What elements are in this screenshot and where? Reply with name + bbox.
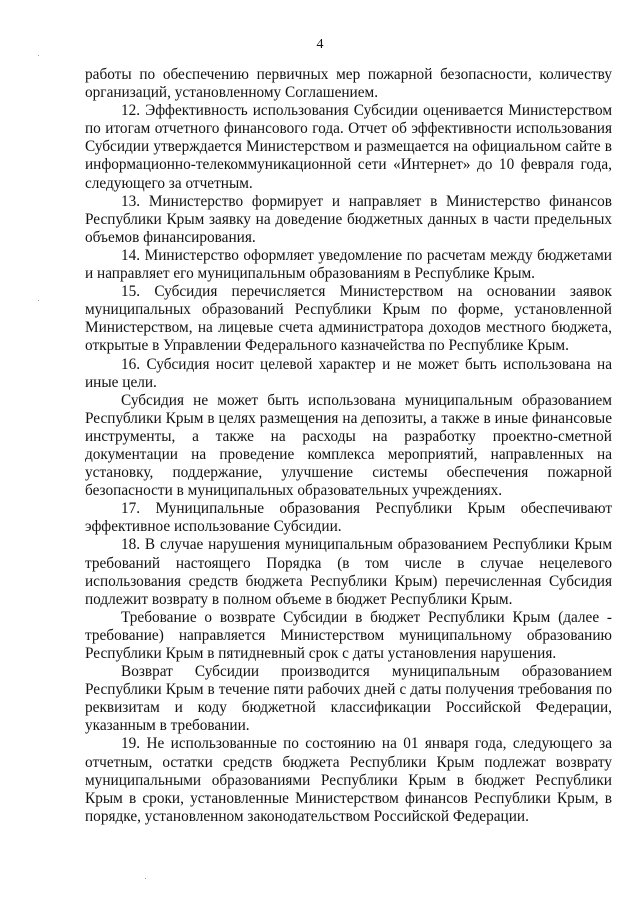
paragraph-16: 16. Субсидия носит целевой характер и не может быть использована на иные цели.	[85, 355, 612, 391]
paragraph-17: 17. Муниципальные образования Республики Крым обеспечивают эффективное использование Субсидии.	[85, 500, 612, 536]
page-number: 4	[316, 37, 324, 52]
paragraph-13: 13. Министерство формирует и направляет в Министерство финансов Республики Крым заявку на доведение бюджетных данных в части предельных объемов финансирования.	[85, 192, 612, 246]
scan-margin-mark	[38, 55, 39, 56]
scan-margin-mark	[145, 878, 146, 879]
paragraph-18: 18. В случае нарушения муниципальным образованием Республики Крым требований настоящего Порядка (в том числе в случае нецелевого использования средств бюджета Республики Крым) перечисленная Субсидия подлежит возврату в полном объеме в бюджет Республики Крым.	[85, 536, 612, 608]
scan-margin-mark	[38, 300, 39, 301]
paragraph-12: 12. Эффективность использования Субсидии оценивается Министерством по итогам отчетного финансового года. Отчет об эффективности использования Субсидии утверждается Министерством и размещается на официальном сайте в информационно-телекоммуникационной сети «Интернет» до 10 февраля года, следующего за отчетным.	[85, 102, 612, 192]
document-body	[85, 66, 612, 826]
paragraph-16-restriction: Субсидия не может быть использована муниципальным образованием Республики Крым в целях размещения на депозиты, а также в иные финансовые инструменты, а также на расходы на разработку проектно-сметной документации на проведение комплекса мероприятий, направленных на установку, поддержание, улучшение системы обеспечения пожарной безопасности в муниципальных образовательных учреждениях.	[85, 391, 612, 500]
paragraph-15: 15. Субсидия перечисляется Министерством на основании заявок муниципальных образований Республики Крым по форме, установленной Министерством, на лицевые счета администратора доходов местного бюджета, открытые в Управлении Федерального казначейства по Республике Крым.	[85, 283, 612, 355]
paragraph-19: 19. Не использованные по состоянию на 01 января года, следующего за отчетным, остатки средств бюджета Республики Крым подлежат возврату муниципальными образованиями Республики Крым в бюджет Республики Крым в сроки, установленные Министерством финансов Республики Крым, в порядке, установленном законодательством Российской Федерации.	[85, 735, 612, 825]
paragraph-18-return: Возврат Субсидии производится муниципальным образованием Республики Крым в течение пяти рабочих дней с даты получения требования по реквизитам и коду бюджетной классификации Российской Федерации, указанным в требовании.	[85, 663, 612, 735]
paragraph-18-requirement: Требование о возврате Субсидии в бюджет Республики Крым (далее - требование) направляется Министерством муниципальному образованию Республики Крым в пятидневный срок с даты установления нарушения.	[85, 608, 612, 662]
paragraph-continuation: работы по обеспечению первичных мер пожарной безопасности, количеству организаций, установленному Соглашением.	[85, 66, 612, 102]
paragraph-14: 14. Министерство оформляет уведомление по расчетам между бюджетами и направляет его муниципальным образованиям в Республике Крым.	[85, 246, 612, 283]
